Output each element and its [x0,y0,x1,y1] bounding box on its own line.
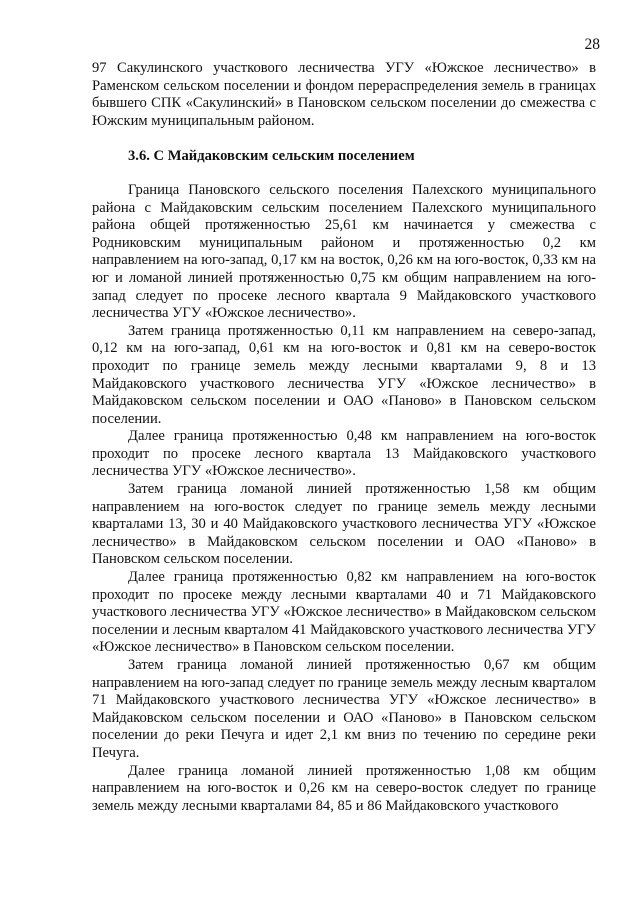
intro-paragraph: 97 Сакулинского участкового лесничества УГУ «Южское лесничество» в Раменском сельском поселении и фондом перераспределения земель в границах бывшего СПК «Сакулинский» в Пановском сельском поселении до смежества с Южским муниципальным районом. [92,60,596,129]
document-body [92,60,596,815]
page-number: 28 [584,36,600,53]
paragraph-3: Далее граница протяженностью 0,48 км направлением на юго-восток проходит по просеке лесного квартала 13 Майдаковского участкового лесничества УГУ «Южское лесничество». [92,428,596,480]
paragraph-7: Далее граница ломаной линией протяженностью 1,08 км общим направлением на юго-восток и 0,26 км на северо-восток следует по границе земель между лесными кварталами 84, 85 и 86 Майдаковского участкового [92,762,596,814]
section-heading: 3.6. С Майдаковским сельским поселением [128,148,415,165]
paragraph-1: Граница Пановского сельского поселения Палехского муниципального района с Майдаковским сельским поселением Палехского муниципального района общей протяженностью 25,61 км начинается у смежества с Родниковским муниципальным районом и протяженностью 0,2 км направлением на юго-запад, 0,17 км на восток, 0,26 км на юго-восток, 0,33 км на юг и ломаной линией протяженностью 0,75 км общим направлением на юго-запад следует по просеке лесного квартала 9 Майдаковского участкового лесничества УГУ «Южское лесничество». [92,181,596,322]
paragraph-6: Затем граница ломаной линией протяженностью 0,67 км общим направлением на юго-запад следует по границе земель между лесным кварталом 71 Майдаковского участкового лесничества УГУ «Южское лесничество» в Майдаковском сельском поселении и ОАО «Паново» в Пановском сельском поселении до реки Печуга и идет 2,1 км вниз по течению по середине реки Печуга. [92,657,596,761]
paragraph-2: Затем граница протяженностью 0,11 км направлением на северо-запад, 0,12 км на юго-запад, 0,61 км на юго-восток и 0,81 км на северо-восток проходит по границе земель между лесными кварталами 9, 8 и 13 Майдаковского участкового лесничества УГУ «Южское лесничество» в Майдаковском сельском поселении и ОАО «Паново» в Пановском сельском поселении. [92,322,596,427]
paragraph-4: Затем граница ломаной линией протяженностью 1,58 км общим направлением на юго-восток следует по границе земель между лесными кварталами 13, 30 и 40 Майдаковского участкового лесничества УГУ «Южское лесничество» в Майдаковском сельском поселении и ОАО «Паново» в Пановском сельском поселении. [92,481,596,568]
paragraph-5: Далее граница протяженностью 0,82 км направлением на юго-восток проходит по просеке между лесными кварталами 40 и 71 Майдаковского участкового лесничества УГУ «Южское лесничество» в Майдаковском сельском поселении и лесным кварталом 41 Майдаковского участкового лесничества УГУ «Южское лесничество» в Пановском сельском поселении. [92,569,596,656]
